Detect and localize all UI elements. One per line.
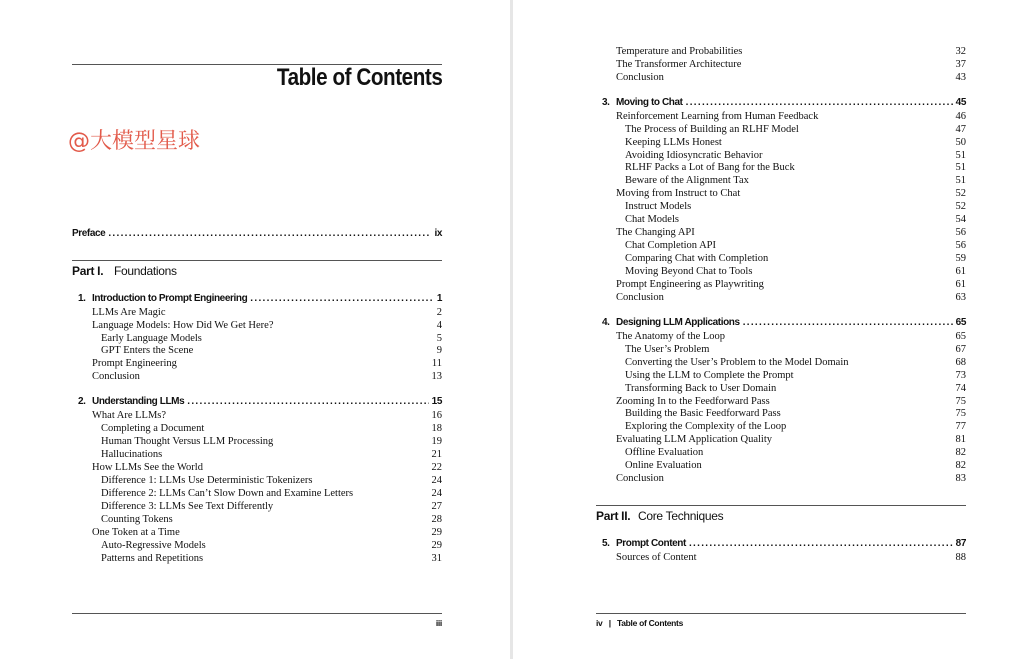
- entry-title: Difference 2: LLMs Can’t Slow Down and Examine Letters: [101, 488, 354, 499]
- entry-page: 56: [955, 227, 966, 238]
- entry-title: Exploring the Complexity of the Loop: [625, 421, 787, 432]
- toc-entry[interactable]: [616, 45, 966, 58]
- toc-entry[interactable]: [101, 435, 442, 448]
- entry-page: 63: [955, 292, 966, 303]
- toc-entry[interactable]: [625, 136, 966, 149]
- entry-page: 82: [955, 460, 966, 471]
- entry-page: 32: [955, 46, 966, 57]
- entry-page: 83: [955, 473, 966, 484]
- entry-title: Evaluating LLM Application Quality: [616, 434, 773, 445]
- entry-title: Human Thought Versus LLM Processing: [101, 436, 274, 447]
- footer-title: Table of Contents: [616, 618, 684, 628]
- entry-page: 31: [431, 553, 442, 564]
- entry-title: Conclusion: [616, 292, 664, 303]
- entry-page: 88: [955, 552, 966, 563]
- entry-page: 16: [431, 410, 442, 421]
- entry-page: 52: [955, 201, 966, 212]
- entry-page: 56: [955, 240, 966, 251]
- left-page: [0, 0, 510, 659]
- entry-title: The Changing API: [616, 227, 695, 238]
- entry-title: Moving from Instruct to Chat: [616, 188, 741, 199]
- toc-entry[interactable]: [101, 552, 442, 565]
- part-title: Core Techniques: [638, 509, 724, 523]
- footer-rule: [72, 613, 442, 614]
- chapter-title: Prompt Content: [616, 538, 686, 549]
- entry-title: The Anatomy of the Loop: [616, 331, 726, 342]
- entry-title: Transforming Back to User Domain: [625, 383, 777, 394]
- part-title: Foundations: [114, 264, 177, 278]
- entry-page: 13: [431, 371, 442, 382]
- toc-chapter[interactable]: [602, 537, 966, 550]
- chapter-title: Understanding LLMs: [92, 396, 185, 407]
- entry-page: 22: [431, 462, 442, 473]
- toc-entry[interactable]: [625, 343, 966, 356]
- entry-title: Prompt Engineering as Playwriting: [616, 279, 764, 290]
- entry-page: 9: [436, 345, 442, 356]
- toc-entry[interactable]: [101, 474, 442, 487]
- entry-title: Language Models: How Did We Get Here?: [92, 320, 274, 331]
- toc-entry[interactable]: [625, 446, 966, 459]
- entry-title: Keeping LLMs Honest: [625, 137, 722, 148]
- entry-title: LLMs Are Magic: [92, 307, 166, 318]
- entry-page: 59: [955, 253, 966, 264]
- entry-title: Using the LLM to Complete the Prompt: [625, 370, 794, 381]
- chapter-number: 4.: [602, 317, 610, 328]
- entry-title: Hallucinations: [101, 449, 163, 460]
- toc-chapter[interactable]: [78, 395, 442, 408]
- toc-entry[interactable]: [92, 370, 442, 383]
- entry-page: 28: [431, 514, 442, 525]
- part-label: Part II.: [596, 509, 631, 523]
- footer-separator: |: [608, 618, 611, 628]
- part-rule: [72, 260, 442, 261]
- watermark: @大模型星球: [68, 129, 201, 154]
- entry-title: Zooming In to the Feedforward Pass: [616, 396, 770, 407]
- chapter-page: 15: [431, 396, 442, 407]
- entry-page: 46: [955, 111, 966, 122]
- entry-page: 81: [955, 434, 966, 445]
- entry-title: What Are LLMs?: [92, 410, 167, 421]
- toc-entry[interactable]: [92, 306, 442, 319]
- entry-title: GPT Enters the Scene: [101, 345, 194, 356]
- entry-title: Conclusion: [616, 473, 664, 484]
- toc-chapter[interactable]: [602, 96, 966, 109]
- entry-title: Reinforcement Learning from Human Feedback: [616, 111, 819, 122]
- toc-entry[interactable]: [625, 382, 966, 395]
- toc-entry[interactable]: [616, 472, 966, 485]
- toc-entry[interactable]: [625, 161, 966, 174]
- entry-title: How LLMs See the World: [92, 462, 203, 473]
- entry-page: 24: [431, 488, 442, 499]
- toc-preface[interactable]: [72, 227, 442, 240]
- entry-page: 27: [431, 501, 442, 512]
- entry-page: 75: [955, 396, 966, 407]
- entry-title: Moving Beyond Chat to Tools: [625, 266, 753, 277]
- entry-page: 24: [431, 475, 442, 486]
- toc-entry[interactable]: [92, 319, 442, 332]
- entry-page: 29: [431, 527, 442, 538]
- footer-rule: [596, 613, 966, 614]
- entry-page: 5: [436, 333, 442, 344]
- chapter-page: 65: [955, 317, 966, 328]
- chapter-title: Introduction to Prompt Engineering: [92, 293, 248, 304]
- entry-title: One Token at a Time: [92, 527, 180, 538]
- toc-entry[interactable]: [625, 252, 966, 265]
- entry-page: 75: [955, 408, 966, 419]
- toc-entry[interactable]: [92, 409, 442, 422]
- chapter-number: 5.: [602, 538, 610, 549]
- toc-entry[interactable]: [616, 226, 966, 239]
- part-heading: [72, 264, 177, 278]
- toc-entry[interactable]: [625, 174, 966, 187]
- entry-title: The Transformer Architecture: [616, 59, 742, 70]
- toc-entry[interactable]: [625, 213, 966, 226]
- leader-dots: [743, 316, 953, 329]
- part-rule: [596, 505, 966, 506]
- toc-entry[interactable]: [616, 58, 966, 71]
- toc-chapter[interactable]: [78, 292, 442, 305]
- entry-title: Converting the User’s Problem to the Model Domain: [625, 357, 849, 368]
- toc-entry[interactable]: [625, 200, 966, 213]
- toc-entry[interactable]: [101, 448, 442, 461]
- toc-entry[interactable]: [616, 551, 966, 564]
- entry-title: Online Evaluation: [625, 460, 702, 471]
- chapter-page: 87: [955, 538, 966, 549]
- toc-entry[interactable]: [101, 513, 442, 526]
- chapter-number: 3.: [602, 97, 610, 108]
- toc-entry[interactable]: [625, 265, 966, 278]
- entry-title: The Process of Building an RLHF Model: [625, 124, 799, 135]
- entry-title: The User’s Problem: [625, 344, 710, 355]
- toc-entry[interactable]: [616, 433, 966, 446]
- chapter-page: 1: [436, 293, 442, 304]
- toc-entry[interactable]: [616, 330, 966, 343]
- entry-page: 11: [431, 358, 442, 369]
- entry-page: 73: [955, 370, 966, 381]
- toc-entry[interactable]: [92, 526, 442, 539]
- entry-title: Conclusion: [92, 371, 140, 382]
- toc-chapter[interactable]: [602, 316, 966, 329]
- toc-entry[interactable]: [616, 291, 966, 304]
- entry-title: Auto-Regressive Models: [101, 540, 206, 551]
- chapter-page: 45: [955, 97, 966, 108]
- entry-title: Counting Tokens: [101, 514, 173, 525]
- entry-page: 21: [431, 449, 442, 460]
- toc-entry[interactable]: [625, 239, 966, 252]
- part-label: Part I.: [72, 264, 104, 278]
- entry-title: Instruct Models: [625, 201, 692, 212]
- toc-entry[interactable]: [101, 539, 442, 552]
- entry-page: 67: [955, 344, 966, 355]
- toc-entry[interactable]: [616, 110, 966, 123]
- toc-entry[interactable]: [625, 369, 966, 382]
- part-heading: [596, 509, 723, 523]
- leader-dots: [689, 537, 953, 550]
- toc-entry[interactable]: [101, 500, 442, 513]
- toc-entry[interactable]: [616, 278, 966, 291]
- chapter-number: 1.: [78, 293, 86, 304]
- entry-page: 77: [955, 421, 966, 432]
- entry-page: 54: [955, 214, 966, 225]
- entry-page: 61: [955, 266, 966, 277]
- entry-title: Conclusion: [616, 72, 664, 83]
- entry-page: 51: [955, 175, 966, 186]
- toc-entry[interactable]: [101, 422, 442, 435]
- toc-entry[interactable]: [625, 123, 966, 136]
- entry-title: Patterns and Repetitions: [101, 553, 204, 564]
- chapter-title: Moving to Chat: [616, 97, 683, 108]
- footer-page-number: iii: [435, 618, 442, 628]
- entry-title: Building the Basic Feedforward Pass: [625, 408, 781, 419]
- entry-page: 82: [955, 447, 966, 458]
- toc-entry[interactable]: [625, 459, 966, 472]
- toc-entry[interactable]: [616, 71, 966, 84]
- entry-title: Temperature and Probabilities: [616, 46, 743, 57]
- entry-page: 18: [431, 423, 442, 434]
- entry-title: RLHF Packs a Lot of Bang for the Buck: [625, 162, 795, 173]
- preface-page: ix: [434, 228, 442, 239]
- entry-page: 52: [955, 188, 966, 199]
- toc-entry[interactable]: [92, 357, 442, 370]
- toc-entry[interactable]: [625, 420, 966, 433]
- entry-page: 51: [955, 150, 966, 161]
- entry-title: Comparing Chat with Completion: [625, 253, 769, 264]
- entry-title: Sources of Content: [616, 552, 697, 563]
- entry-page: 65: [955, 331, 966, 342]
- right-page: [513, 0, 1035, 659]
- entry-title: Offline Evaluation: [625, 447, 704, 458]
- footer: [596, 618, 683, 628]
- entry-page: 51: [955, 162, 966, 173]
- entry-title: Early Language Models: [101, 333, 202, 344]
- leader-dots: [250, 292, 434, 305]
- entry-title: Difference 1: LLMs Use Deterministic Tokenizers: [101, 475, 313, 486]
- toc-entry[interactable]: [101, 344, 442, 357]
- toc-entry[interactable]: [625, 356, 966, 369]
- entry-title: Completing a Document: [101, 423, 205, 434]
- entry-title: Avoiding Idiosyncratic Behavior: [625, 150, 763, 161]
- entry-page: 61: [955, 279, 966, 290]
- entry-page: 47: [955, 124, 966, 135]
- entry-page: 43: [955, 72, 966, 83]
- toc-entry[interactable]: [616, 187, 966, 200]
- page-title: Table of Contents: [276, 64, 442, 91]
- entry-page: 29: [431, 540, 442, 551]
- leader-dots: [108, 227, 431, 240]
- entry-title: Chat Completion API: [625, 240, 717, 251]
- entry-title: Difference 3: LLMs See Text Differently: [101, 501, 274, 512]
- toc-entry[interactable]: [101, 487, 442, 500]
- footer-page-number: iv: [596, 618, 603, 628]
- leader-dots: [187, 395, 428, 408]
- toc-entry[interactable]: [625, 407, 966, 420]
- chapter-number: 2.: [78, 396, 86, 407]
- entry-page: 37: [955, 59, 966, 70]
- toc-entry[interactable]: [92, 461, 442, 474]
- leader-dots: [686, 96, 953, 109]
- entry-title: Beware of the Alignment Tax: [625, 175, 749, 186]
- entry-title: Prompt Engineering: [92, 358, 177, 369]
- entry-title: Chat Models: [625, 214, 679, 225]
- entry-page: 19: [431, 436, 442, 447]
- entry-page: 74: [955, 383, 966, 394]
- preface-title: Preface: [72, 228, 106, 239]
- chapter-title: Designing LLM Applications: [616, 317, 740, 328]
- entry-page: 50: [955, 137, 966, 148]
- entry-page: 4: [436, 320, 442, 331]
- entry-page: 2: [436, 307, 442, 318]
- entry-page: 68: [955, 357, 966, 368]
